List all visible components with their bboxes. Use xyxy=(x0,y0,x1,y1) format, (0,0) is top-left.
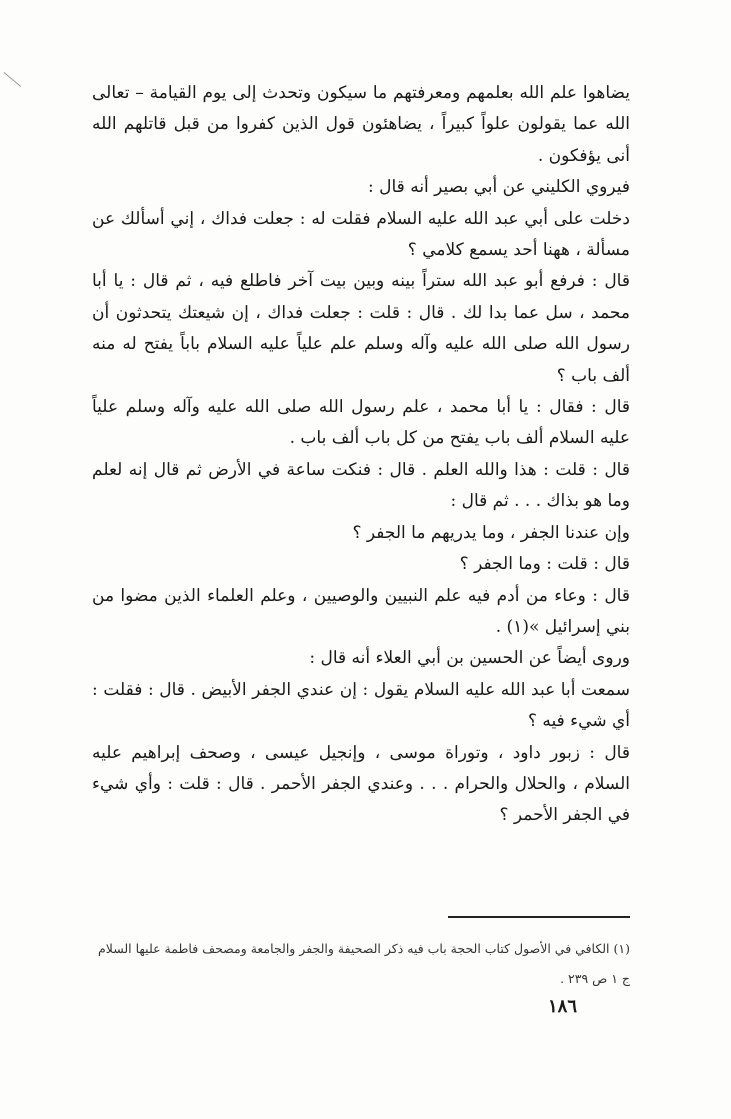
paragraph: قال : زبور داود ، وتوراة موسى ، وإنجيل عيسى ، وصحف إبراهيم عليه السلام ، والحلال والحرام . . . وعندي الجفر الأحمر . قال : قلت : وأي شيء في الجفر الأحمر ؟ xyxy=(92,742,630,826)
footnote-divider xyxy=(448,916,630,918)
footnote: (١) الكافي في الأصول كتاب الحجة باب فيه ذكر الصحيفة والجفر والجامعة ومصحف فاطمة عليها السلام ج ١ ص ٢٣٩ . xyxy=(98,941,630,986)
main-text xyxy=(92,78,630,832)
paragraph: قال : فقال : يا أبا محمد ، علم رسول الله صلى الله عليه وآله وسلم علياً عليه السلام ألف باب يفتح من كل باب ألف باب . xyxy=(92,397,630,449)
paragraph: وروى أيضاً عن الحسين بن أبي العلاء أنه قال : xyxy=(309,648,630,669)
page-number: ١٨٦ xyxy=(547,996,577,1017)
corner-mark xyxy=(4,72,21,87)
paragraph: قال : فرفع أبو عبد الله ستراً بينه وبين بيت آخر فاطلع فيه ، ثم قال : يا أبا محمد ، سل عما بدا لك . قال : قلت : جعلت فداك ، إن شيعتك يتحدثون أن رسول الله صلى الله عليه وآله وسلم علم علياً عليه السلام باباً يفتح له منه ألف باب ؟ xyxy=(92,271,630,386)
paragraph: دخلت على أبي عبد الله عليه السلام فقلت له : جعلت فداك ، إني أسألك عن مسألة ، ههنا أحد يسمع كلامي ؟ xyxy=(92,208,630,261)
paragraph: سمعت أبا عبد الله عليه السلام يقول : إن عندي الجفر الأبيض . قال : فقلت : أي شيء فيه ؟ xyxy=(92,679,630,732)
paragraph: قال : وعاء من أدم فيه علم النبيين والوصيين ، وعلم العلماء الذين مضوا من بني إسرائيل »(١) . xyxy=(92,585,630,637)
paragraph: قال : قلت : هذا والله العلم . قال : فنكت ساعة في الأرض ثم قال إنه لعلم وما هو بذاك . . . ثم قال : xyxy=(92,459,630,512)
paragraph: يضاهوا علم الله بعلمهم ومعرفتهم ما سيكون وتحدث إلى يوم القيامة – تعالى الله عما يقولون علواً كبيراً ، يضاهئون قول الذين كفروا من قبل قاتلهم الله أنى يؤفكون . xyxy=(92,83,630,166)
paragraph: فيروي الكليني عن أبي بصير أنه قال : xyxy=(368,177,630,198)
paragraph: قال : قلت : وما الجفر ؟ xyxy=(459,554,630,575)
paragraph: وإن عندنا الجفر ، وما يدريهم ما الجفر ؟ xyxy=(352,522,630,543)
